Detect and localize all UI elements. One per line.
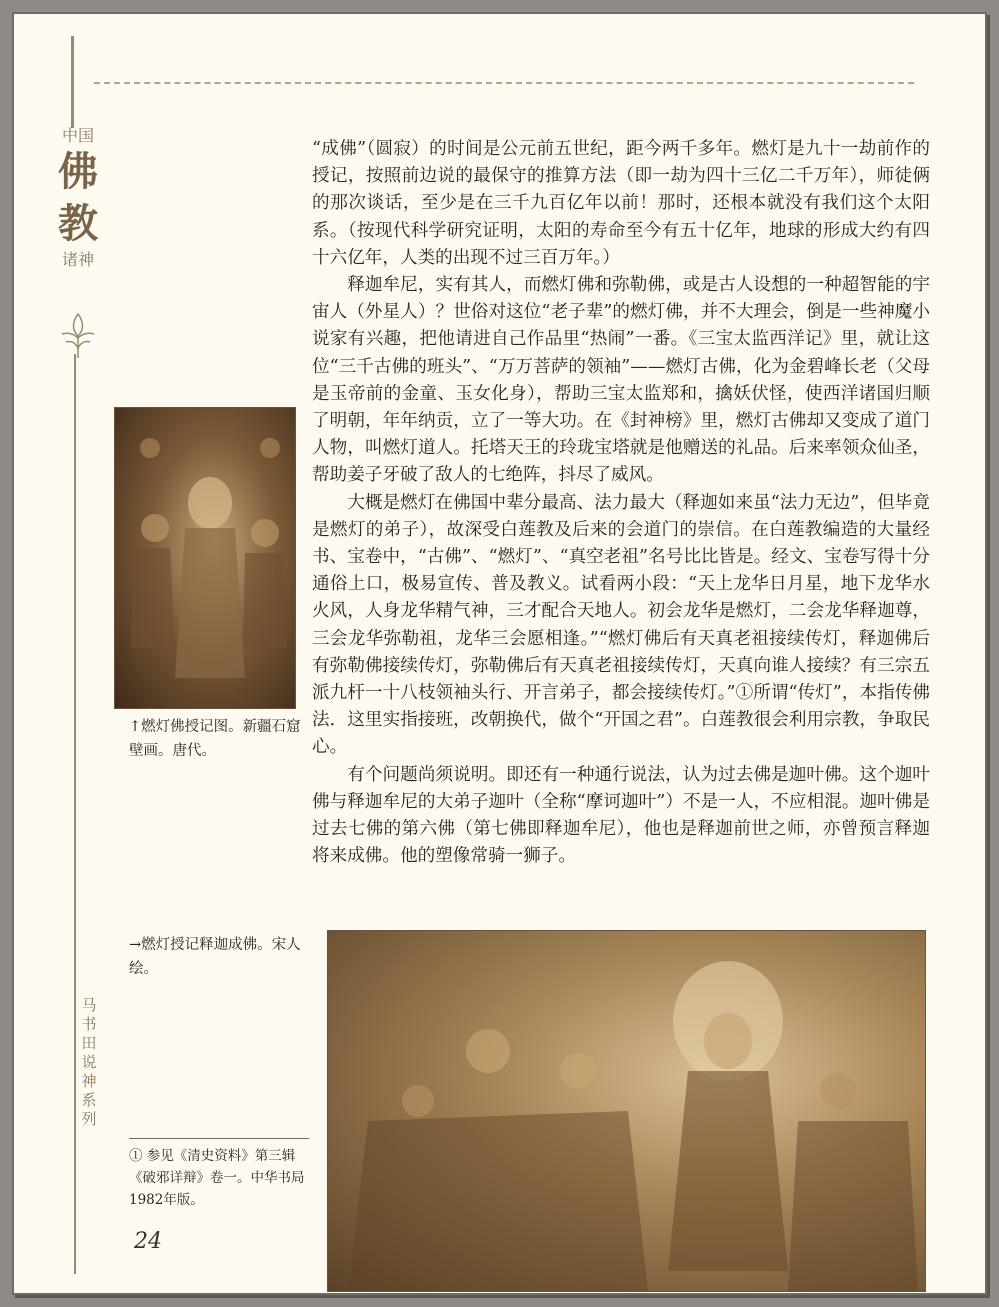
paragraph: “成佛”（圆寂）的时间是公元前五世纪，距今两千多年。燃灯是九十一劫前作的授记，按照前边说的最保守的推算方法（即一劫为四十三亿二千万年），师徒俩的那次谈话，至少是在三千九百亿年以前！那时，还根本就没有我们这个太阳系。（按现代科学研究证明，太阳的寿命至今有五十亿年，地球的形成大约有四十六亿年，人类的出现不过三百万年。） (312, 139, 930, 268)
series-title-char-1: 佛 (58, 148, 98, 195)
header-dashed-rule (94, 82, 914, 84)
mural-image-dipankara (114, 407, 296, 709)
footnote: ① 参见《清史资料》第三辑《破邪详辩》卷一。中华书局1982年版。 (129, 1138, 309, 1211)
header-vertical-bar (71, 36, 74, 128)
margin-rule (74, 354, 76, 1274)
mural-figures-illustration (115, 408, 295, 708)
caption-painting: →燃灯授记释迦成佛。宋人绘。 (129, 937, 301, 977)
series-title-small-top: 中国 (61, 126, 94, 145)
paragraph: 有个问题尚须说明。即还有一种通行说法，认为过去佛是迦叶佛。这个迦叶佛与释迦牟尼的大弟子迦叶（全称“摩诃迦叶”）不是一人，不应相混。迦叶佛是过去七佛的第六佛（第七佛即释迦牟尼），他也是释迦前世之师，亦曾预言释迦将来成佛。他的塑像常骑一狮子。 (312, 764, 930, 867)
series-title-small-bottom: 诸神 (61, 250, 94, 269)
series-title (54, 126, 102, 270)
body-text (312, 136, 930, 870)
painting-image-prophecy (327, 930, 926, 1292)
vertical-series-title: 马书田说神系列 (81, 996, 97, 1128)
caption-mural-1: ↑燃灯佛授记图。新疆石窟壁画。唐代。 (129, 719, 301, 759)
lotus-ornament-icon (58, 310, 98, 360)
paragraph: 释迦牟尼，实有其人，而燃灯佛和弥勒佛，或是古人设想的一种超智能的宇宙人（外星人）？世俗对这位“老子辈”的燃灯佛，并不大理会，倒是一些神魔小说家有兴趣，把他请进自己作品里“热闹”一番。《三宝太监西洋记》里，就让这位“三千古佛的班头”、“万万菩萨的领袖”——燃灯古佛，化为金碧峰长老（父母是玉帝前的金童、玉女化身），帮助三宝太监郑和，擒妖伏怪，使西洋诸国归顺了明朝，年年纳贡，立了一等大功。在《封神榜》里，燃灯古佛却又变成了道门人物，叫燃灯道人。托塔天王的玲珑宝塔就是他赠送的礼品。后来率领众仙圣，帮助姜子牙破了敌人的七绝阵，抖尽了威风。 (312, 275, 930, 486)
book-page (12, 12, 987, 1295)
painting-figures-illustration (328, 931, 925, 1291)
paragraph: 大概是燃灯在佛国中辈分最高、法力最大（释迦如来虽“法力无边”，但毕竟是燃灯的弟子），故深受白莲教及后来的会道门的崇信。在白莲教编造的大量经书、宝卷中，“古佛”、“燃灯”、“真空老祖”名号比比皆是。经文、宝卷写得十分通俗上口，极易宣传、普及教义。试看两小段：“天上龙华日月星，地下龙华水火风，人身龙华精气神，三才配合天地人。初会龙华是燃灯，二会龙华释迦尊，三会龙华弥勒祖，龙华三会愿相逢。”“燃灯佛后有天真老祖接续传灯，释迦佛后有弥勒佛接续传灯，弥勒佛后有天真老祖接续传灯，天真向谁人接续？有三宗五派九杆一十八枝领袖头行、开言弟子，都会接续传灯。”①所谓“传灯”，本指传佛法．这里实指接班，改朝换代，做个“开国之君”。白莲教很会利用宗教，争取民心。 (312, 492, 930, 758)
page-number: 24 (134, 1229, 162, 1254)
series-title-char-2: 教 (58, 200, 98, 247)
